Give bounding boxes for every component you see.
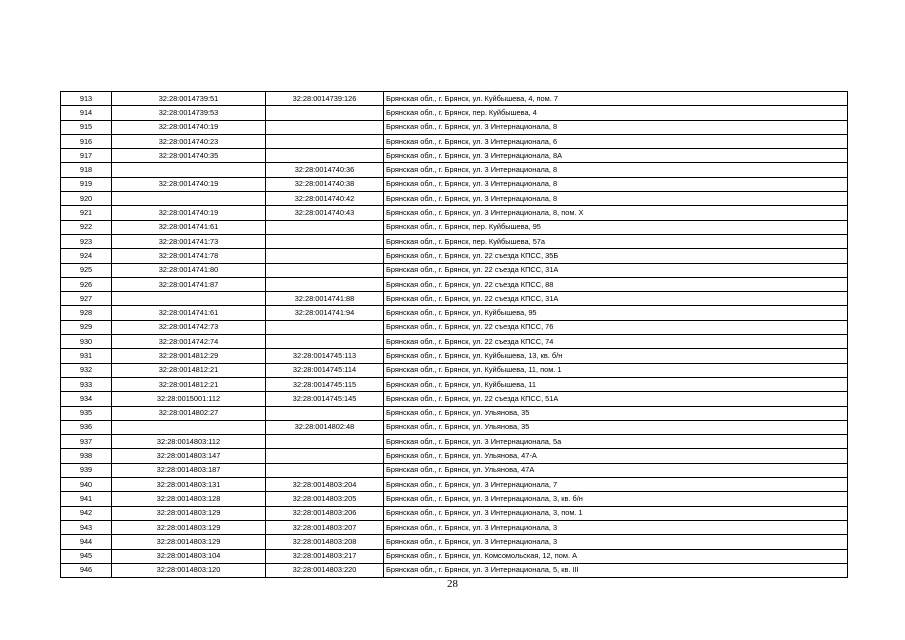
- row-number-cell: 934: [61, 392, 112, 406]
- table-row: [61, 263, 848, 277]
- table-row: [61, 249, 848, 263]
- address-cell: Брянская обл., г. Брянск, ул. Ульянова, 47А: [384, 463, 848, 477]
- cadastral-number-cell: 32:28:0014740:19: [112, 206, 266, 220]
- row-number-cell: 929: [61, 320, 112, 334]
- object-cadastral-number-cell: [266, 249, 384, 263]
- object-cadastral-number-cell: [266, 277, 384, 291]
- row-number-cell: 913: [61, 92, 112, 106]
- object-cadastral-number-cell: [266, 134, 384, 148]
- table-row: [61, 492, 848, 506]
- object-cadastral-number-cell: [266, 263, 384, 277]
- row-number-cell: 943: [61, 520, 112, 534]
- address-cell: Брянская обл., г. Брянск, ул. 3 Интернационала, 3: [384, 520, 848, 534]
- object-cadastral-number-cell: [266, 220, 384, 234]
- row-number-cell: 928: [61, 306, 112, 320]
- table-row: [61, 363, 848, 377]
- cadastral-number-cell: 32:28:0014740:23: [112, 134, 266, 148]
- table-row: [61, 449, 848, 463]
- table-row: [61, 306, 848, 320]
- object-cadastral-number-cell: 32:28:0014741:94: [266, 306, 384, 320]
- table-row: [61, 134, 848, 148]
- object-cadastral-number-cell: 32:28:0014745:115: [266, 377, 384, 391]
- address-cell: Брянская обл., г. Брянск, ул. 22 съезда КПСС, 31А: [384, 263, 848, 277]
- cadastral-number-cell: 32:28:0014741:61: [112, 220, 266, 234]
- cadastral-number-cell: 32:28:0014803:112: [112, 435, 266, 449]
- cadastral-number-cell: 32:28:0014741:80: [112, 263, 266, 277]
- table-row: [61, 92, 848, 106]
- row-number-cell: 923: [61, 234, 112, 248]
- row-number-cell: 917: [61, 149, 112, 163]
- row-number-cell: 926: [61, 277, 112, 291]
- table-row: [61, 392, 848, 406]
- row-number-cell: 918: [61, 163, 112, 177]
- table-row: [61, 192, 848, 206]
- address-cell: Брянская обл., г. Брянск, ул. 3 Интернационала, 3, пом. 1: [384, 506, 848, 520]
- row-number-cell: 921: [61, 206, 112, 220]
- object-cadastral-number-cell: [266, 435, 384, 449]
- table-row: [61, 120, 848, 134]
- cadastral-number-cell: 32:28:0014812:21: [112, 363, 266, 377]
- address-cell: Брянская обл., г. Брянск, ул. 22 съезда КПСС, 74: [384, 335, 848, 349]
- object-cadastral-number-cell: 32:28:0014740:43: [266, 206, 384, 220]
- cadastral-number-cell: 32:28:0014803:131: [112, 478, 266, 492]
- address-cell: Брянская обл., г. Брянск, ул. Ульянова, 47-А: [384, 449, 848, 463]
- row-number-cell: 937: [61, 435, 112, 449]
- object-cadastral-number-cell: [266, 320, 384, 334]
- address-cell: Брянская обл., г. Брянск, пер. Куйбышева, 95: [384, 220, 848, 234]
- row-number-cell: 931: [61, 349, 112, 363]
- table-row: [61, 535, 848, 549]
- object-cadastral-number-cell: [266, 406, 384, 420]
- table-row: [61, 406, 848, 420]
- row-number-cell: 942: [61, 506, 112, 520]
- row-number-cell: 925: [61, 263, 112, 277]
- cadastral-number-cell: 32:28:0014740:35: [112, 149, 266, 163]
- object-cadastral-number-cell: [266, 106, 384, 120]
- table-row: [61, 106, 848, 120]
- address-cell: Брянская обл., г. Брянск, ул. 22 съезда КПСС, 76: [384, 320, 848, 334]
- cadastral-number-cell: [112, 292, 266, 306]
- cadastral-number-cell: 32:28:0014812:29: [112, 349, 266, 363]
- address-cell: Брянская обл., г. Брянск, ул. 22 съезда КПСС, 35Б: [384, 249, 848, 263]
- address-cell: Брянская обл., г. Брянск, ул. 3 Интернационала, 8А: [384, 149, 848, 163]
- row-number-cell: 938: [61, 449, 112, 463]
- row-number-cell: 940: [61, 478, 112, 492]
- cadastral-number-cell: 32:28:0014739:53: [112, 106, 266, 120]
- object-cadastral-number-cell: 32:28:0014803:217: [266, 549, 384, 563]
- table-row: [61, 149, 848, 163]
- cadastral-number-cell: 32:28:0014742:74: [112, 335, 266, 349]
- cadastral-number-cell: [112, 192, 266, 206]
- register-table-body: [61, 92, 848, 578]
- row-number-cell: 927: [61, 292, 112, 306]
- table-row: [61, 463, 848, 477]
- table-row: [61, 435, 848, 449]
- object-cadastral-number-cell: [266, 120, 384, 134]
- address-cell: Брянская обл., г. Брянск, ул. 3 Интернационала, 8, пом. X: [384, 206, 848, 220]
- address-cell: Брянская обл., г. Брянск, ул. Куйбышева, 11: [384, 377, 848, 391]
- cadastral-number-cell: 32:28:0015001:112: [112, 392, 266, 406]
- row-number-cell: 930: [61, 335, 112, 349]
- row-number-cell: 915: [61, 120, 112, 134]
- table-row: [61, 420, 848, 434]
- object-cadastral-number-cell: 32:28:0014741:88: [266, 292, 384, 306]
- table-row: [61, 520, 848, 534]
- table-row: [61, 234, 848, 248]
- row-number-cell: 914: [61, 106, 112, 120]
- table-row: [61, 506, 848, 520]
- table-row: [61, 177, 848, 191]
- object-cadastral-number-cell: 32:28:0014739:126: [266, 92, 384, 106]
- row-number-cell: 935: [61, 406, 112, 420]
- table-row: [61, 377, 848, 391]
- address-cell: Брянская обл., г. Брянск, ул. 22 съезда КПСС, 31А: [384, 292, 848, 306]
- table-row: [61, 206, 848, 220]
- object-cadastral-number-cell: 32:28:0014803:206: [266, 506, 384, 520]
- cadastral-number-cell: 32:28:0014803:120: [112, 563, 266, 577]
- cadastral-number-cell: [112, 420, 266, 434]
- table-row: [61, 163, 848, 177]
- object-cadastral-number-cell: [266, 234, 384, 248]
- table-row: [61, 320, 848, 334]
- object-cadastral-number-cell: 32:28:0014803:204: [266, 478, 384, 492]
- row-number-cell: 946: [61, 563, 112, 577]
- row-number-cell: 920: [61, 192, 112, 206]
- address-cell: Брянская обл., г. Брянск, ул. 3 Интернационала, 7: [384, 478, 848, 492]
- cadastral-number-cell: 32:28:0014803:147: [112, 449, 266, 463]
- cadastral-number-cell: 32:28:0014802:27: [112, 406, 266, 420]
- row-number-cell: 919: [61, 177, 112, 191]
- register-table: [60, 91, 848, 578]
- address-cell: Брянская обл., г. Брянск, ул. Ульянова, 35: [384, 406, 848, 420]
- row-number-cell: 936: [61, 420, 112, 434]
- address-cell: Брянская обл., г. Брянск, ул. Куйбышева, 11, пом. 1: [384, 363, 848, 377]
- table-row: [61, 292, 848, 306]
- address-cell: Брянская обл., г. Брянск, ул. 3 Интернационала, 5, кв. III: [384, 563, 848, 577]
- object-cadastral-number-cell: [266, 149, 384, 163]
- address-cell: Брянская обл., г. Брянск, ул. Ульянова, 35: [384, 420, 848, 434]
- object-cadastral-number-cell: [266, 463, 384, 477]
- table-row: [61, 549, 848, 563]
- object-cadastral-number-cell: 32:28:0014803:205: [266, 492, 384, 506]
- cadastral-number-cell: 32:28:0014812:21: [112, 377, 266, 391]
- row-number-cell: 939: [61, 463, 112, 477]
- object-cadastral-number-cell: 32:28:0014803:208: [266, 535, 384, 549]
- table-row: [61, 478, 848, 492]
- cadastral-number-cell: 32:28:0014803:129: [112, 520, 266, 534]
- object-cadastral-number-cell: 32:28:0014745:114: [266, 363, 384, 377]
- table-row: [61, 563, 848, 577]
- address-cell: Брянская обл., г. Брянск, пер. Куйбышева, 4: [384, 106, 848, 120]
- table-row: [61, 277, 848, 291]
- address-cell: Брянская обл., г. Брянск, ул. 3 Интернационала, 8: [384, 163, 848, 177]
- address-cell: Брянская обл., г. Брянск, ул. 3 Интернационала, 8: [384, 177, 848, 191]
- address-cell: Брянская обл., г. Брянск, ул. 3 Интернационала, 3: [384, 535, 848, 549]
- cadastral-number-cell: [112, 163, 266, 177]
- row-number-cell: 924: [61, 249, 112, 263]
- row-number-cell: 916: [61, 134, 112, 148]
- cadastral-number-cell: 32:28:0014803:187: [112, 463, 266, 477]
- row-number-cell: 941: [61, 492, 112, 506]
- object-cadastral-number-cell: 32:28:0014802:48: [266, 420, 384, 434]
- object-cadastral-number-cell: 32:28:0014745:113: [266, 349, 384, 363]
- address-cell: Брянская обл., г. Брянск, ул. Куйбышева, 13, кв. б/н: [384, 349, 848, 363]
- row-number-cell: 933: [61, 377, 112, 391]
- address-cell: Брянская обл., г. Брянск, ул. 22 съезда КПСС, 88: [384, 277, 848, 291]
- object-cadastral-number-cell: [266, 449, 384, 463]
- object-cadastral-number-cell: [266, 335, 384, 349]
- object-cadastral-number-cell: 32:28:0014803:207: [266, 520, 384, 534]
- cadastral-number-cell: 32:28:0014803:128: [112, 492, 266, 506]
- address-cell: Брянская обл., г. Брянск, ул. 3 Интернационала, 5а: [384, 435, 848, 449]
- cadastral-number-cell: 32:28:0014803:129: [112, 535, 266, 549]
- object-cadastral-number-cell: 32:28:0014803:220: [266, 563, 384, 577]
- cadastral-number-cell: 32:28:0014742:73: [112, 320, 266, 334]
- cadastral-number-cell: 32:28:0014740:19: [112, 177, 266, 191]
- cadastral-number-cell: 32:28:0014741:73: [112, 234, 266, 248]
- address-cell: Брянская обл., г. Брянск, ул. Комсомольская, 12, пом. А: [384, 549, 848, 563]
- cadastral-number-cell: 32:28:0014803:104: [112, 549, 266, 563]
- address-cell: Брянская обл., г. Брянск, ул. 22 съезда КПСС, 51А: [384, 392, 848, 406]
- address-cell: Брянская обл., г. Брянск, ул. 3 Интернационала, 8: [384, 120, 848, 134]
- object-cadastral-number-cell: 32:28:0014740:38: [266, 177, 384, 191]
- table-row: [61, 220, 848, 234]
- cadastral-number-cell: 32:28:0014741:61: [112, 306, 266, 320]
- object-cadastral-number-cell: 32:28:0014740:42: [266, 192, 384, 206]
- row-number-cell: 944: [61, 535, 112, 549]
- object-cadastral-number-cell: 32:28:0014740:36: [266, 163, 384, 177]
- row-number-cell: 945: [61, 549, 112, 563]
- address-cell: Брянская обл., г. Брянск, ул. Куйбышева, 4, пом. 7: [384, 92, 848, 106]
- address-cell: Брянская обл., г. Брянск, ул. 3 Интернационала, 8: [384, 192, 848, 206]
- address-cell: Брянская обл., г. Брянск, ул. 3 Интернационала, 6: [384, 134, 848, 148]
- object-cadastral-number-cell: 32:28:0014745:145: [266, 392, 384, 406]
- page-number: 28: [447, 578, 458, 590]
- cadastral-number-cell: 32:28:0014803:129: [112, 506, 266, 520]
- address-cell: Брянская обл., г. Брянск, ул. 3 Интернационала, 3, кв. б/н: [384, 492, 848, 506]
- row-number-cell: 932: [61, 363, 112, 377]
- cadastral-number-cell: 32:28:0014741:87: [112, 277, 266, 291]
- address-cell: Брянская обл., г. Брянск, пер. Куйбышева, 57а: [384, 234, 848, 248]
- table-row: [61, 349, 848, 363]
- row-number-cell: 922: [61, 220, 112, 234]
- address-cell: Брянская обл., г. Брянск, ул. Куйбышева, 95: [384, 306, 848, 320]
- cadastral-number-cell: 32:28:0014741:78: [112, 249, 266, 263]
- cadastral-number-cell: 32:28:0014739:51: [112, 92, 266, 106]
- table-row: [61, 335, 848, 349]
- cadastral-number-cell: 32:28:0014740:19: [112, 120, 266, 134]
